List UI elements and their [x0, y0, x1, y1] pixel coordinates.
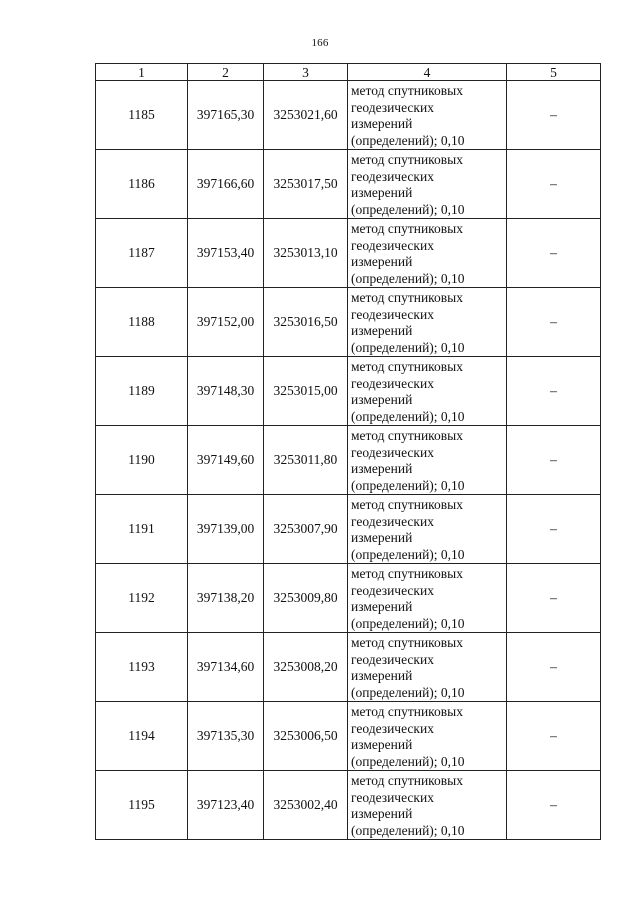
coordinate-y-cell: 3253015,00	[264, 357, 348, 426]
table-row	[96, 288, 601, 357]
coordinate-y-cell: 3253007,90	[264, 495, 348, 564]
note-cell: –	[507, 288, 601, 357]
method-cell: метод спутниковых геодезических измерений (определений); 0,10	[348, 288, 507, 357]
coordinate-x-cell: 397135,30	[188, 702, 264, 771]
table-row	[96, 702, 601, 771]
method-cell: метод спутниковых геодезических измерений (определений); 0,10	[348, 426, 507, 495]
column-header: 2	[188, 64, 264, 81]
coordinate-y-cell: 3253016,50	[264, 288, 348, 357]
note-cell: –	[507, 357, 601, 426]
point-number-cell: 1187	[96, 219, 188, 288]
note-cell: –	[507, 633, 601, 702]
coordinate-y-cell: 3253006,50	[264, 702, 348, 771]
coordinate-y-cell: 3253021,60	[264, 81, 348, 150]
coordinate-x-cell: 397149,60	[188, 426, 264, 495]
table-row	[96, 564, 601, 633]
method-cell: метод спутниковых геодезических измерений (определений); 0,10	[348, 633, 507, 702]
table-body	[96, 64, 601, 840]
column-header: 4	[348, 64, 507, 81]
point-number-cell: 1185	[96, 81, 188, 150]
table-row	[96, 150, 601, 219]
coordinate-x-cell: 397165,30	[188, 81, 264, 150]
method-cell: метод спутниковых геодезических измерений (определений); 0,10	[348, 771, 507, 840]
table-row	[96, 357, 601, 426]
coordinate-x-cell: 397148,30	[188, 357, 264, 426]
coordinates-table	[95, 63, 601, 840]
point-number-cell: 1193	[96, 633, 188, 702]
coordinate-y-cell: 3253011,80	[264, 426, 348, 495]
method-cell: метод спутниковых геодезических измерений (определений); 0,10	[348, 702, 507, 771]
method-cell: метод спутниковых геодезических измерений (определений); 0,10	[348, 564, 507, 633]
column-header: 5	[507, 64, 601, 81]
method-cell: метод спутниковых геодезических измерений (определений); 0,10	[348, 219, 507, 288]
point-number-cell: 1190	[96, 426, 188, 495]
coordinate-x-cell: 397123,40	[188, 771, 264, 840]
point-number-cell: 1191	[96, 495, 188, 564]
coordinate-x-cell: 397138,20	[188, 564, 264, 633]
page-number: 166	[311, 37, 329, 49]
point-number-cell: 1192	[96, 564, 188, 633]
note-cell: –	[507, 219, 601, 288]
table-row	[96, 495, 601, 564]
coordinate-x-cell: 397139,00	[188, 495, 264, 564]
note-cell: –	[507, 564, 601, 633]
note-cell: –	[507, 426, 601, 495]
table-row	[96, 771, 601, 840]
coordinate-x-cell: 397153,40	[188, 219, 264, 288]
note-cell: –	[507, 150, 601, 219]
method-cell: метод спутниковых геодезических измерений (определений); 0,10	[348, 357, 507, 426]
table-row	[96, 426, 601, 495]
coordinate-y-cell: 3253002,40	[264, 771, 348, 840]
note-cell: –	[507, 81, 601, 150]
coordinate-x-cell: 397166,60	[188, 150, 264, 219]
column-header: 3	[264, 64, 348, 81]
method-cell: метод спутниковых геодезических измерений (определений); 0,10	[348, 495, 507, 564]
table-header-row	[96, 64, 601, 81]
table-row	[96, 633, 601, 702]
point-number-cell: 1195	[96, 771, 188, 840]
method-cell: метод спутниковых геодезических измерений (определений); 0,10	[348, 150, 507, 219]
column-header: 1	[96, 64, 188, 81]
point-number-cell: 1189	[96, 357, 188, 426]
table-row	[96, 219, 601, 288]
table-row	[96, 81, 601, 150]
coordinate-y-cell: 3253013,10	[264, 219, 348, 288]
method-cell: метод спутниковых геодезических измерений (определений); 0,10	[348, 81, 507, 150]
point-number-cell: 1186	[96, 150, 188, 219]
coordinate-x-cell: 397152,00	[188, 288, 264, 357]
coordinate-x-cell: 397134,60	[188, 633, 264, 702]
coordinate-y-cell: 3253008,20	[264, 633, 348, 702]
point-number-cell: 1194	[96, 702, 188, 771]
point-number-cell: 1188	[96, 288, 188, 357]
coordinate-y-cell: 3253009,80	[264, 564, 348, 633]
note-cell: –	[507, 702, 601, 771]
note-cell: –	[507, 495, 601, 564]
note-cell: –	[507, 771, 601, 840]
coordinate-y-cell: 3253017,50	[264, 150, 348, 219]
